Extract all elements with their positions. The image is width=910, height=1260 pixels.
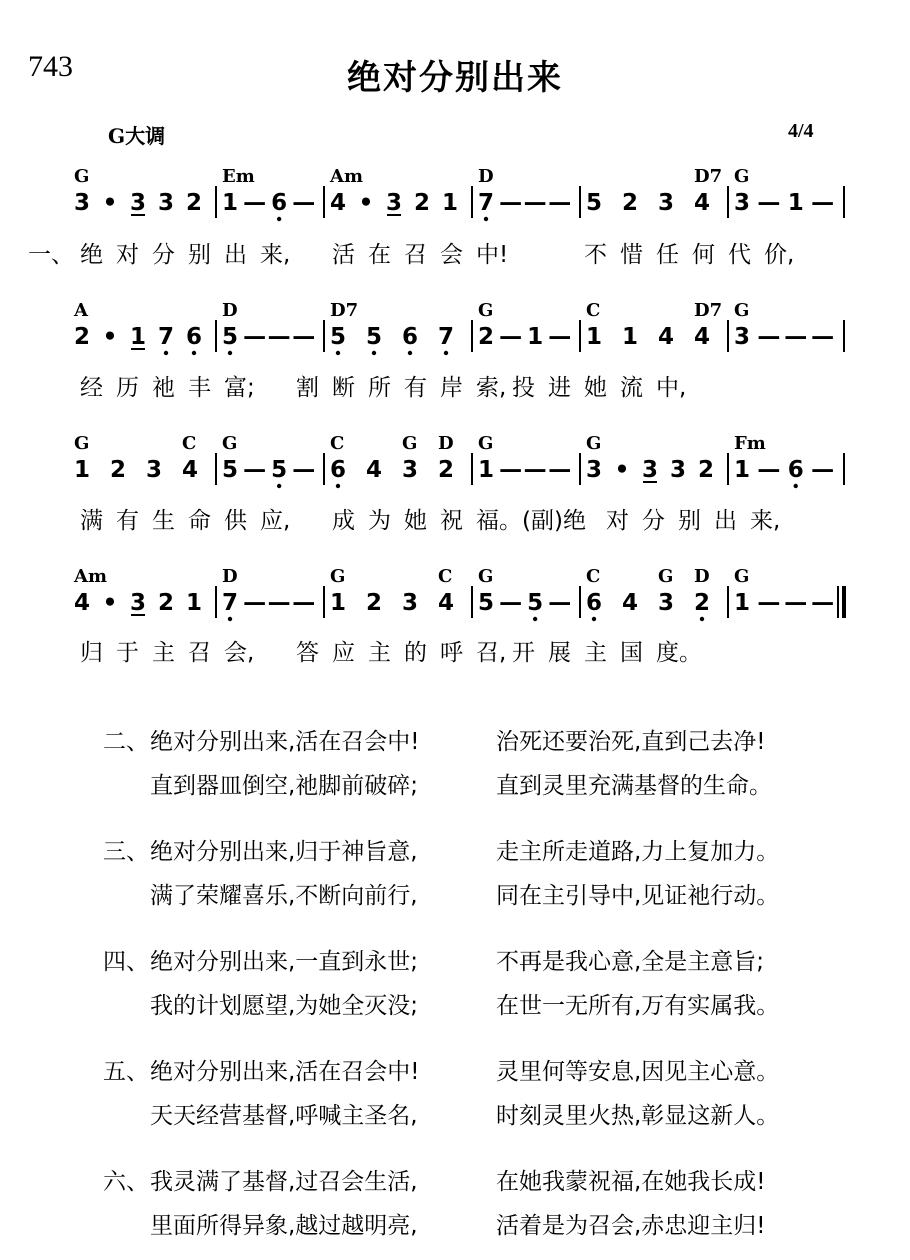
note: 3: [129, 590, 147, 616]
note: 6: [271, 190, 288, 216]
note: 4: [621, 590, 639, 616]
lyric-syllable: 对: [606, 508, 629, 534]
note: 6: [401, 324, 419, 350]
sustain-dash: —: [523, 457, 547, 483]
note: 7: [157, 324, 175, 350]
sustain-dash: —: [292, 190, 316, 216]
chord-symbol: A: [74, 300, 88, 321]
lyric-syllable: 供: [224, 508, 247, 534]
chord-symbol: G: [74, 433, 90, 454]
chord-symbol: D: [222, 300, 238, 321]
sustain-dash: —: [811, 324, 835, 350]
chord-symbol: C: [182, 433, 197, 454]
augmentation-dot: •: [358, 190, 374, 216]
lyric-syllable: 分: [152, 242, 175, 268]
note: 1: [441, 190, 459, 216]
low-octave-dot: [484, 217, 488, 221]
verse-line: 我的计划愿望,为她全灭没;: [150, 993, 419, 1019]
sustain-dash: —: [757, 190, 781, 216]
low-octave-dot: [700, 617, 704, 621]
augmentation-dot: •: [102, 324, 118, 350]
lyric-syllable: 于: [116, 640, 139, 666]
chord-symbol: G: [734, 566, 750, 587]
lyric-syllable: 进: [548, 375, 571, 401]
note: 1: [733, 457, 751, 483]
sustain-dash: —: [243, 324, 267, 350]
lyric-syllable: 来,: [750, 508, 781, 534]
low-octave-dot: [408, 351, 412, 355]
lyric-syllable: 有: [116, 508, 139, 534]
verse-line: 绝对分别出来,活在召会中!: [150, 1059, 420, 1085]
sustain-dash: —: [757, 324, 781, 350]
lyric-syllable: 对: [116, 242, 139, 268]
note: 5: [585, 190, 603, 216]
sustain-dash: —: [548, 590, 572, 616]
lyric-syllable: 福。(副)绝: [476, 508, 586, 534]
note: 4: [693, 324, 711, 350]
note: 4: [657, 324, 675, 350]
verse-line: 不再是我心意,全是主意旨;: [496, 949, 765, 975]
lyric-syllable: 开: [512, 640, 535, 666]
note: 2: [621, 190, 639, 216]
low-octave-dot: [336, 484, 340, 488]
lyric-syllable: 她: [584, 375, 607, 401]
chord-symbol: Fm: [734, 433, 766, 454]
chord-symbol: D7: [330, 300, 359, 321]
verse-line: 绝对分别出来,归于神旨意,: [150, 839, 418, 865]
lyric-syllable: 的: [404, 640, 427, 666]
sustain-dash: —: [523, 190, 547, 216]
lyric-syllable: 有: [404, 375, 427, 401]
verse-line: 直到灵里充满基督的生命。: [496, 773, 772, 799]
time-signature-label: 4/4: [788, 120, 814, 142]
verse-line: 在世一无所有,万有实属我。: [496, 993, 780, 1019]
lyric-syllable: 割: [296, 375, 319, 401]
lyric-syllable: 答: [296, 640, 319, 666]
note: 2: [697, 457, 715, 483]
note: 5: [365, 324, 383, 350]
lyric-syllable: 召: [404, 242, 427, 268]
chord-symbol: D: [438, 433, 454, 454]
note: 3: [641, 457, 659, 483]
lyric-syllable: 经: [80, 375, 103, 401]
note: 2: [73, 324, 91, 350]
verse-line: 绝对分别出来,活在召会中!: [150, 729, 420, 755]
note: 2: [185, 190, 203, 216]
verse-line: 治死还要治死,直到己去净!: [496, 729, 766, 755]
chord-symbol: D7: [694, 166, 723, 187]
lyric-syllable: 度。: [656, 640, 702, 666]
sustain-dash: —: [499, 190, 523, 216]
note: 3: [669, 457, 687, 483]
low-octave-dot: [336, 351, 340, 355]
low-octave-dot: [592, 617, 596, 621]
note: 3: [733, 324, 751, 350]
chord-symbol: D: [478, 166, 494, 187]
chord-symbol: G: [734, 166, 750, 187]
chord-symbol: G: [478, 300, 494, 321]
verse-line: 天天经营基督,呼喊主圣名,: [150, 1103, 418, 1129]
lyric-syllable: 应: [332, 640, 355, 666]
note: 1: [787, 190, 804, 216]
chord-symbol: C: [438, 566, 453, 587]
lyric-syllable: 何: [692, 242, 715, 268]
lyric-syllable: 惜: [620, 242, 643, 268]
chord-symbol: D7: [694, 300, 723, 321]
verse-line: 时刻灵里火热,彰显这新人。: [496, 1103, 780, 1129]
chord-symbol: G: [478, 433, 494, 454]
lyric-syllable: 出: [714, 508, 737, 534]
sustain-dash: —: [757, 457, 781, 483]
lyric-syllable: 价,: [764, 242, 795, 268]
verse-line: 绝对分别出来,一直到永世;: [150, 949, 419, 975]
lyric-syllable: 召: [188, 640, 211, 666]
lyric-syllable: 别: [678, 508, 701, 534]
hymn-title: 绝对分别出来: [347, 58, 563, 98]
chord-symbol: C: [586, 300, 601, 321]
sustain-dash: —: [292, 324, 316, 350]
sustain-dash: —: [292, 590, 316, 616]
chord-symbol: Em: [222, 166, 255, 187]
chord-symbol: C: [330, 433, 345, 454]
verse-line: 活着是为召会,赤忠迎主归!: [496, 1213, 766, 1239]
verse-line: 直到器皿倒空,祂脚前破碎;: [150, 773, 419, 799]
chord-symbol: G: [330, 566, 346, 587]
low-octave-dot: [164, 351, 168, 355]
low-octave-dot: [192, 351, 196, 355]
note: 6: [185, 324, 203, 350]
augmentation-dot: •: [102, 590, 118, 616]
note: 5: [329, 324, 347, 350]
sustain-dash: —: [499, 324, 523, 350]
note: 1: [73, 457, 91, 483]
lyric-syllable: 中!: [476, 242, 509, 268]
note: 7: [477, 190, 495, 216]
sustain-dash: —: [499, 590, 523, 616]
lyric-syllable: 展: [548, 640, 571, 666]
sustain-dash: —: [811, 457, 835, 483]
sustain-dash: —: [548, 457, 572, 483]
note: 1: [477, 457, 495, 483]
note: 4: [437, 590, 455, 616]
note: 1: [129, 324, 147, 350]
chord-symbol: C: [586, 566, 601, 587]
lyric-syllable: 生: [152, 508, 175, 534]
verse-line: 满了荣耀喜乐,不断向前行,: [150, 883, 418, 909]
low-octave-dot: [372, 351, 376, 355]
note: 3: [73, 190, 91, 216]
sustain-dash: —: [499, 457, 523, 483]
note: 3: [401, 457, 419, 483]
lyric-syllable: 别: [188, 242, 211, 268]
note: 3: [385, 190, 403, 216]
sustain-dash: —: [811, 190, 835, 216]
lyric-syllable: 来,: [260, 242, 291, 268]
sustain-dash: —: [267, 590, 291, 616]
verse-line: 里面所得异象,越过越明亮,: [150, 1213, 418, 1239]
lyric-syllable: 祂: [152, 375, 175, 401]
note: 2: [413, 190, 431, 216]
note: 4: [693, 190, 711, 216]
lyric-syllable: 代: [728, 242, 751, 268]
augmentation-dot: •: [614, 457, 630, 483]
note: 2: [437, 457, 455, 483]
sustain-dash: —: [784, 324, 808, 350]
note: 4: [73, 590, 91, 616]
note: 2: [365, 590, 383, 616]
verse-line: 走主所走道路,力上复加力。: [496, 839, 780, 865]
low-octave-dot: [277, 484, 281, 488]
note: 5: [271, 457, 288, 483]
note: 6: [585, 590, 603, 616]
lyric-syllable: 任: [656, 242, 679, 268]
lyric-syllable: 富;: [224, 375, 255, 401]
lyric-syllable: 流: [620, 375, 643, 401]
chord-symbol: Am: [74, 566, 108, 587]
verse-line: 同在主引导中,见证祂行动。: [496, 883, 780, 909]
low-octave-dot: [228, 617, 232, 621]
lyric-syllable: 归: [80, 640, 103, 666]
verse-number: 三、: [103, 839, 149, 865]
sustain-dash: —: [548, 190, 572, 216]
verse-number: 四、: [103, 949, 149, 975]
sustain-dash: —: [811, 590, 835, 616]
lyric-syllable: 应,: [260, 508, 291, 534]
chord-symbol: G: [222, 433, 238, 454]
lyric-syllable: 中,: [656, 375, 687, 401]
note: 2: [109, 457, 127, 483]
verse-number: 二、: [103, 729, 149, 755]
note: 2: [477, 324, 495, 350]
note: 1: [621, 324, 639, 350]
note: 4: [365, 457, 383, 483]
low-octave-dot: [228, 351, 232, 355]
lyric-syllable: 主: [584, 640, 607, 666]
note: 7: [221, 590, 239, 616]
chord-symbol: D: [222, 566, 238, 587]
lyric-syllable: 不: [584, 242, 607, 268]
note: 3: [129, 190, 147, 216]
sustain-dash: —: [784, 590, 808, 616]
low-octave-dot: [533, 617, 537, 621]
sustain-dash: —: [757, 590, 781, 616]
verse-number: 五、: [103, 1059, 149, 1085]
note: 3: [733, 190, 751, 216]
lyric-syllable: 投: [512, 375, 535, 401]
note: 3: [145, 457, 163, 483]
chord-symbol: G: [658, 566, 674, 587]
lyric-syllable: 索,: [476, 375, 507, 401]
lyric-syllable: 所: [368, 375, 391, 401]
note: 2: [693, 590, 711, 616]
note: 3: [585, 457, 603, 483]
chord-symbol: G: [74, 166, 90, 187]
lyric-syllable: 主: [152, 640, 175, 666]
lyric-syllable: 会,: [224, 640, 255, 666]
lyric-syllable: 她: [404, 508, 427, 534]
lyric-syllable: 活: [332, 242, 355, 268]
low-octave-dot: [794, 484, 798, 488]
note: 1: [329, 590, 347, 616]
lyric-syllable: 为: [368, 508, 391, 534]
note: 5: [221, 324, 239, 350]
note: 3: [657, 190, 675, 216]
low-octave-dot: [277, 217, 281, 221]
sustain-dash: —: [292, 457, 316, 483]
lyric-syllable: 呼: [440, 640, 463, 666]
note: 6: [787, 457, 804, 483]
note: 3: [401, 590, 419, 616]
lyric-syllable: 绝: [80, 242, 103, 268]
chord-symbol: Am: [330, 166, 364, 187]
hymn-number: 743: [28, 50, 73, 83]
verse-line: 灵里何等安息,因见主心意。: [496, 1059, 780, 1085]
lyric-syllable: 召,: [476, 640, 507, 666]
note: 6: [329, 457, 347, 483]
lyric-syllable: 一、: [28, 242, 74, 268]
augmentation-dot: •: [102, 190, 118, 216]
verse-line: 我灵满了基督,过召会生活,: [150, 1169, 418, 1195]
note: 1: [185, 590, 203, 616]
note: 4: [181, 457, 199, 483]
sustain-dash: —: [243, 457, 267, 483]
lyric-syllable: 命: [188, 508, 211, 534]
chord-symbol: G: [586, 433, 602, 454]
chord-symbol: G: [402, 433, 418, 454]
lyric-syllable: 出: [224, 242, 247, 268]
note: 3: [157, 190, 175, 216]
note: 1: [585, 324, 603, 350]
lyric-syllable: 国: [620, 640, 643, 666]
chord-symbol: D: [694, 566, 710, 587]
lyric-syllable: 满: [80, 508, 103, 534]
note: 1: [733, 590, 751, 616]
lyric-syllable: 历: [116, 375, 139, 401]
verse-number: 六、: [103, 1169, 149, 1195]
note: 1: [221, 190, 239, 216]
sustain-dash: —: [548, 324, 572, 350]
lyric-syllable: 丰: [188, 375, 211, 401]
note: 4: [329, 190, 347, 216]
chord-symbol: G: [478, 566, 494, 587]
lyric-syllable: 断: [332, 375, 355, 401]
lyric-syllable: 成: [332, 508, 355, 534]
note: 5: [477, 590, 495, 616]
chord-symbol: G: [734, 300, 750, 321]
low-octave-dot: [444, 351, 448, 355]
note: 7: [437, 324, 455, 350]
note: 3: [657, 590, 675, 616]
lyric-syllable: 分: [642, 508, 665, 534]
sustain-dash: —: [267, 324, 291, 350]
lyric-syllable: 会: [440, 242, 463, 268]
lyric-syllable: 祝: [440, 508, 463, 534]
verse-line: 在她我蒙祝福,在她我长成!: [496, 1169, 766, 1195]
note: 5: [221, 457, 239, 483]
note: 1: [527, 324, 544, 350]
lyric-syllable: 在: [368, 242, 391, 268]
note: 5: [527, 590, 544, 616]
sustain-dash: —: [243, 190, 267, 216]
key-signature-label: G大调: [108, 124, 166, 148]
sustain-dash: —: [243, 590, 267, 616]
note: 2: [157, 590, 175, 616]
lyric-syllable: 岸: [440, 375, 463, 401]
lyric-syllable: 主: [368, 640, 391, 666]
